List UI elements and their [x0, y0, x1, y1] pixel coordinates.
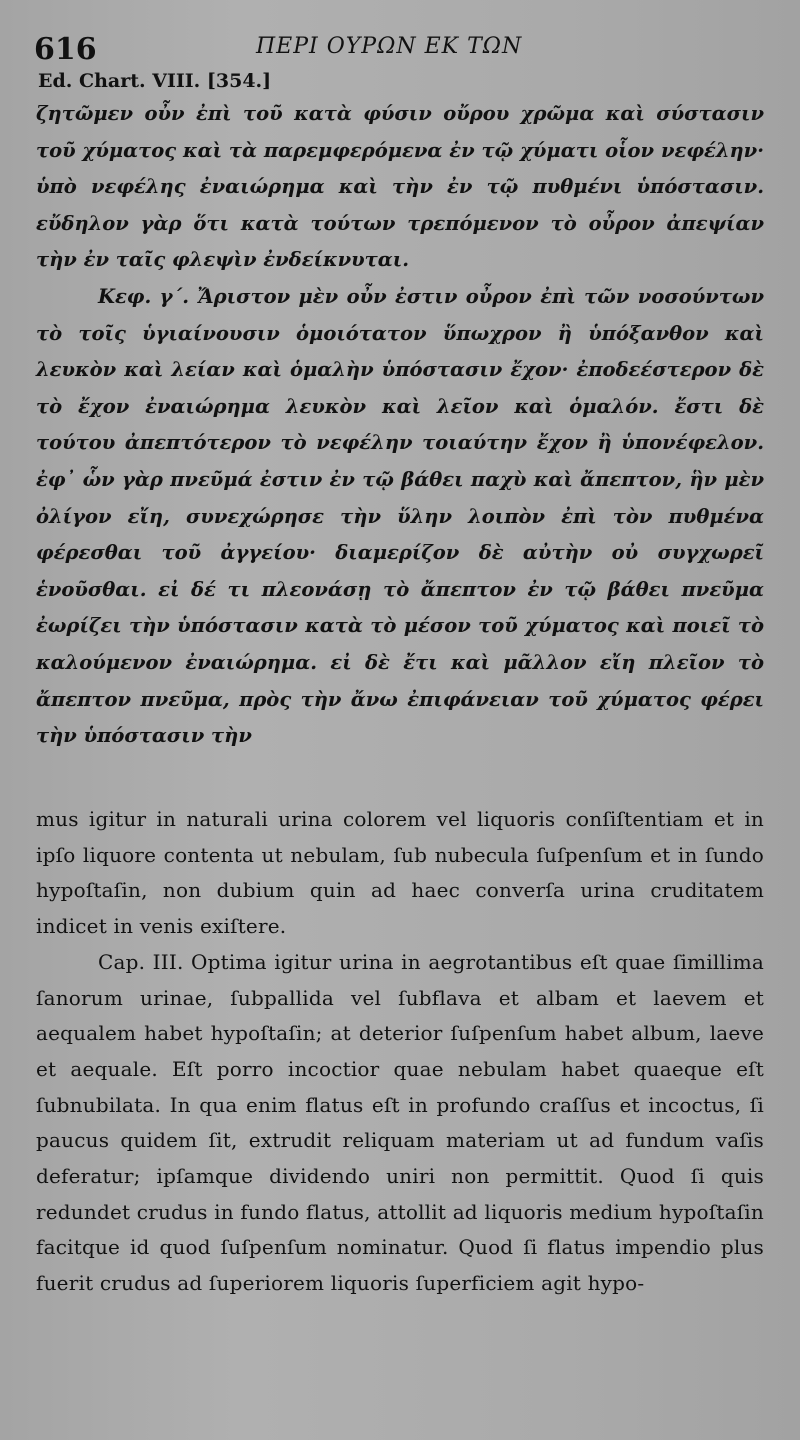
edition-reference: Ed. Chart. VIII. [354.]	[38, 70, 272, 92]
greek-paragraph: Κεφ. γ΄. Ἄριστον μὲν οὖν ἐστιν οὖρον ἐπὶ τῶν νοσούντων τὸ τοῖς ὑγιαίνουσιν ὁμοιότατον ὕπωχρον ἢ ὑπόξανθον καὶ λευκὸν καὶ λείαν καὶ ὁμαλὴν ὑπόστασιν ἔχον· ἐποδεέστερον δὲ τὸ ἔχον ἐναιώρημα λευκὸν καὶ λεῖον καὶ ὁμαλόν. ἔστι δὲ τούτου ἀπεπτότερον τὸ νεφέλην τοιαύτην ἔχον ἢ ὑπονέφελον. ἐφ᾽ ὧν γὰρ πνεῦμά ἐστιν ἐν τῷ βάθει παχὺ καὶ ἄπεπτον, ἣν μὲν ὀλίγον εἴη, συνεχώρησε τὴν ὕλην λοιπὸν ἐπὶ τὸν πυθμένα φέρεσθαι τοῦ ἀγγείου· διαμερίζον δὲ αὐτὴν οὐ συγχωρεῖ ἑνοῦσθαι. εἰ δέ τι πλεονάσῃ τὸ ἄπεπτον ἐν τῷ βάθει πνεῦμα ἐωρίζει τὴν ὑπόστασιν κατὰ τὸ μέσον τοῦ χύματος καὶ ποιεῖ τὸ καλούμενον ἐναιώρημα. εἰ δὲ ἔτι καὶ μᾶλλον εἴη πλεῖον τὸ ἄπεπτον πνεῦμα, πρὸς τὴν ἄνω ἐπιφάνειαν τοῦ χύματος φέρει τὴν ὑπόστασιν τὴν	[36, 284, 764, 748]
running-title: ΠΕΡΙ ΟΥΡΩΝ ΕΚ ΤΩΝ	[256, 34, 523, 59]
page-header	[34, 28, 764, 68]
latin-paragraph: mus igitur in naturali urina colorem vel liquoris conſiſtentiam et in ipſo liquore contenta ut nebulam, ſub nubecula ſuſpenſum et in ſundo hypoſtaſin, non dubium quin ad haec converſa urina cruditatem indicet in venis exiſtere.	[36, 807, 764, 939]
latin-paragraph: Cap. III. Optima igitur urina in aegrotantibus eſt quae ſimillima ſanorum urinae, ſubpallida vel ſubflava et albam et laevem et aequalem habet hypoſtaſin; at deterior ſuſpenſum habet album, laeve et aequale. Eſt porro incoctior quae nebulam habet quaeque eſt ſubnubilata. In qua enim flatus eſt in profundo craſſus et incoctus, ſi paucus quidem ſit, extrudit reliquam materiam ut ad fundum vaſis deferatur; ipſamque dividendo uniri non permittit. Quod ſi quis redundet crudus in fundo flatus, attollit ad liquoris medium hypoſtaſin facitque id quod ſuſpenſum nominatur. Quod ſi flatus impendio plus fuerit crudus ad ſuperiorem liquoris ſuperficiem agit hypo-	[36, 949, 764, 1296]
latin-text-block	[36, 802, 764, 1302]
page-number: 616	[34, 32, 97, 67]
greek-text-block	[36, 96, 764, 755]
greek-paragraph: ζητῶμεν οὖν ἐπὶ τοῦ κατὰ φύσιν οὔρου χρῶμα καὶ σύστασιν τοῦ χύματος καὶ τὰ παρεμφερόμενα ἐν τῷ χύματι οἷον νεφέλην· ὑπὸ νεφέλης ἐναιώρημα καὶ τὴν ἐν τῷ πυθμένι ὑπόστασιν. εὔδηλον γὰρ ὅτι κατὰ τούτων τρεπόμενον τὸ οὖρον ἀπεψίαν τὴν ἐν ταῖς φλεψὶν ἐνδείκνυται.	[36, 102, 764, 272]
